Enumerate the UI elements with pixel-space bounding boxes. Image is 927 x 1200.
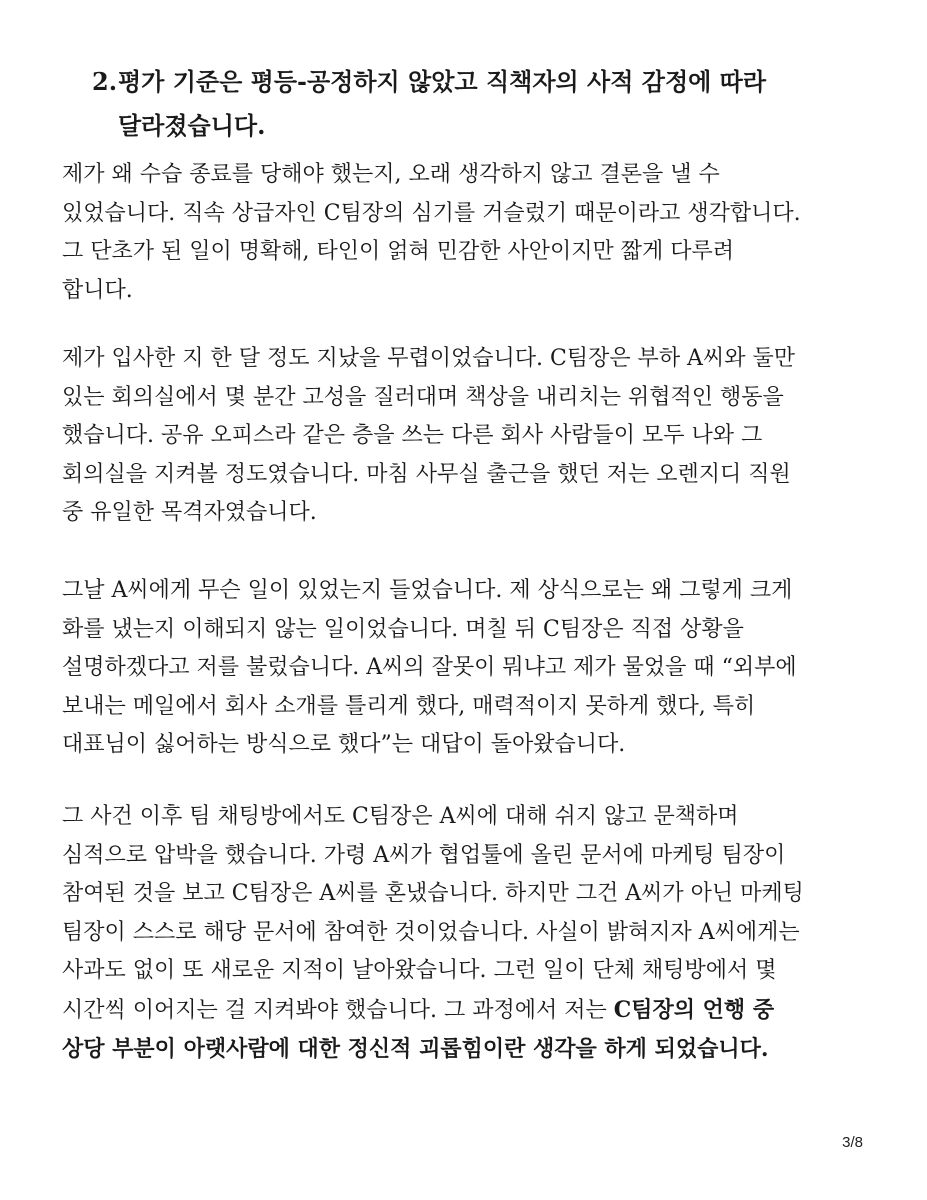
page-number: 3/8	[842, 1134, 863, 1151]
text-line: 보내는 메일에서 회사 소개를 틀리게 했다, 매력적이지 못하게 했다, 특히	[62, 693, 756, 719]
heading-number: 2.	[92, 67, 118, 96]
text-line: 화를 냈는지 이해되지 않는 일이었습니다. 며칠 뒤 C팀장은 직접 상황을	[62, 616, 744, 642]
text-line: 그 사건 이후 팀 채팅방에서도 C팀장은 A씨에 대해 쉬지 않고 문책하며	[62, 804, 739, 829]
text-line: 있었습니다. 직속 상급자인 C팀장의 심기를 거슬렀기 때문이라고 생각합니다.	[62, 200, 801, 226]
text-line: 그 단초가 된 일이 명확해, 타인이 얽혀 민감한 사안이지만 짧게 다루려	[62, 239, 734, 264]
paragraph-3	[62, 572, 882, 765]
text-line: 제가 입사한 지 한 달 정도 지났을 무렵이었습니다. C팀장은 부하 A씨와 둘만	[62, 346, 795, 371]
section-heading	[92, 60, 892, 148]
text-line: 참여된 것을 보고 C팀장은 A씨를 혼냈습니다. 하지만 그건 A씨가 아닌 마케팅	[62, 881, 804, 906]
text-line: 했습니다. 공유 오피스라 같은 층을 쓰는 다른 회사 사람들이 모두 나와 그	[62, 423, 763, 448]
paragraph-2	[62, 340, 882, 533]
heading-line-1: 평가 기준은 평등-공정하지 않았고 직책자의 사적 감정에 따라	[118, 67, 767, 96]
emphasis-line: 상당 부분이 아랫사람에 대한 정신적 괴롭힘이란 생각을 하게 되었습니다.	[62, 1036, 769, 1062]
text-line: 있는 회의실에서 몇 분간 고성을 질러대며 책상을 내리치는 위협적인 행동을	[62, 384, 784, 410]
heading-line-2: 달라졌습니다.	[118, 111, 266, 140]
text-segment: 시간씩 이어지는 걸 지켜봐야 했습니다. 그 과정에서 저는	[62, 997, 614, 1023]
text-line: 대표님이 싫어하는 방식으로 했다”는 대답이 돌아왔습니다.	[62, 732, 626, 757]
text-line: 사과도 없이 또 새로운 지적이 날아왔습니다. 그런 일이 단체 채팅방에서 몇	[62, 958, 777, 983]
text-line: 심적으로 압박을 했습니다. 가령 A씨가 협업툴에 올린 문서에 마케팅 팀장이	[62, 842, 786, 868]
paragraph-4	[62, 798, 882, 1069]
text-line: 설명하겠다고 저를 불렀습니다. A씨의 잘못이 뭐냐고 제가 물었을 때 “외부에	[62, 655, 797, 680]
text-line	[62, 991, 882, 1031]
text-line: 중 유일한 목격자였습니다.	[62, 500, 317, 525]
paragraph-1	[62, 156, 882, 310]
text-line: 회의실을 지켜볼 정도였습니다. 마침 사무실 출근을 했던 저는 오렌지디 직원	[62, 461, 791, 487]
text-line: 제가 왜 수습 종료를 당해야 했는지, 오래 생각하지 않고 결론을 낼 수	[62, 162, 720, 187]
text-line: 합니다.	[62, 277, 133, 303]
text-line: 팀장이 스스로 해당 문서에 참여한 것이었습니다. 사실이 밝혀지자 A씨에게는	[62, 919, 800, 945]
emphasis-text: C팀장의 언행 중	[613, 996, 775, 1023]
text-line: 그날 A씨에게 무슨 일이 있었는지 들었습니다. 제 상식으로는 왜 그렇게 크게	[62, 578, 793, 603]
